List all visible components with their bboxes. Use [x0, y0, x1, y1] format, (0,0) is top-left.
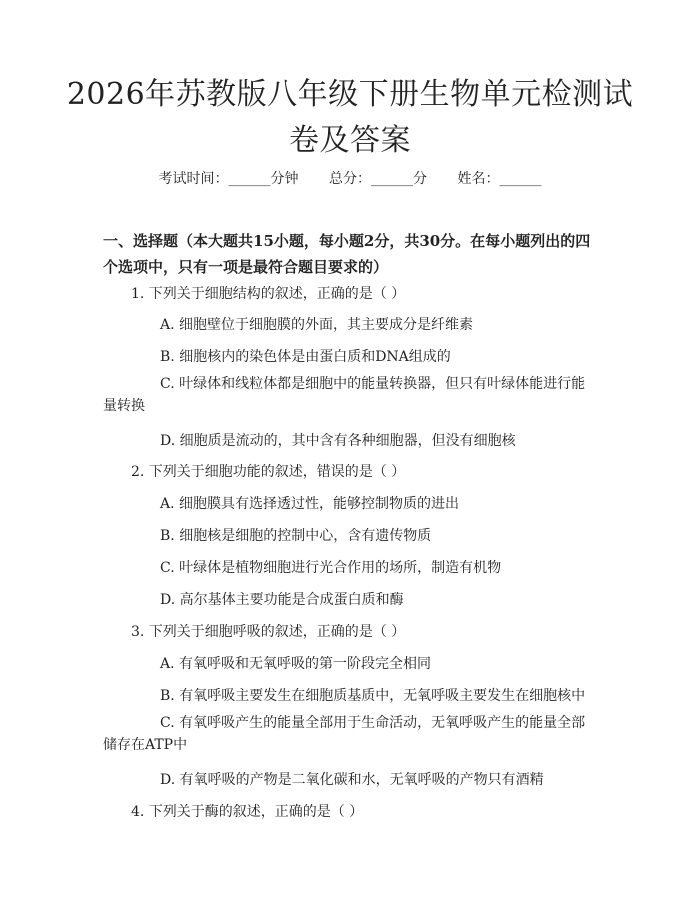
question-option: A. 有氧呼吸和无氧呼吸的第一阶段完全相同 — [160, 656, 432, 672]
name-field — [457, 171, 541, 187]
exam-meta — [0, 168, 700, 188]
time-label: 考试时间： — [158, 171, 229, 187]
question-stem: 4. 下列关于酶的叙述，正确的是（ ） — [131, 804, 364, 820]
question-stem: 3. 下列关于细胞呼吸的叙述，正确的是（ ） — [131, 624, 406, 640]
question-stem: 1. 下列关于细胞结构的叙述，正确的是（ ） — [131, 286, 406, 302]
question-option: A. 细胞膜具有选择透过性，能够控制物质的进出 — [160, 496, 460, 512]
page-title: 2026年苏教版八年级下册生物单元检测试卷及答案 — [66, 77, 634, 158]
score-field — [329, 171, 427, 187]
name-blank: ______ — [499, 171, 542, 187]
score-unit: 分 — [413, 171, 427, 187]
time-blank: ______ — [228, 171, 271, 187]
question-option: C. 有氧呼吸产生的能量全部用于生命活动，无氧呼吸产生的能量全部储存在ATP中 — [103, 715, 586, 753]
section-heading: 一、选择题（本大题共15小题，每小题2分，共30分。在每小题列出的四个选项中，只有一项是最符合题目要求的） — [103, 232, 591, 276]
question-option: D. 有氧呼吸的产物是二氧化碳和水，无氧呼吸的产物只有酒精 — [160, 772, 544, 788]
score-blank: ______ — [371, 171, 413, 187]
question-option: B. 细胞核是细胞的控制中心，含有遗传物质 — [160, 528, 432, 544]
question-option: C. 叶绿体是植物细胞进行光合作用的场所，制造有机物 — [160, 560, 502, 576]
name-label: 姓名： — [457, 171, 500, 187]
question-stem: 2. 下列关于细胞功能的叙述，错误的是（ ） — [131, 464, 406, 480]
question-option: B. 有氧呼吸主要发生在细胞质基质中，无氧呼吸主要发生在细胞核中 — [160, 688, 586, 704]
time-unit: 分钟 — [270, 171, 299, 187]
time-field — [159, 171, 299, 187]
question-option: D. 高尔基体主要功能是合成蛋白质和酶 — [160, 592, 404, 608]
score-label: 总分： — [329, 171, 371, 187]
question-option: C. 叶绿体和线粒体都是细胞中的能量转换器，但只有叶绿体能进行能量转换 — [103, 376, 586, 414]
question-option: A. 细胞壁位于细胞膜的外面，其主要成分是纤维素 — [160, 317, 474, 333]
question-option: D. 细胞质是流动的，其中含有各种细胞器，但没有细胞核 — [160, 433, 516, 449]
question-option: B. 细胞核内的染色体是由蛋白质和DNA组成的 — [160, 349, 451, 365]
